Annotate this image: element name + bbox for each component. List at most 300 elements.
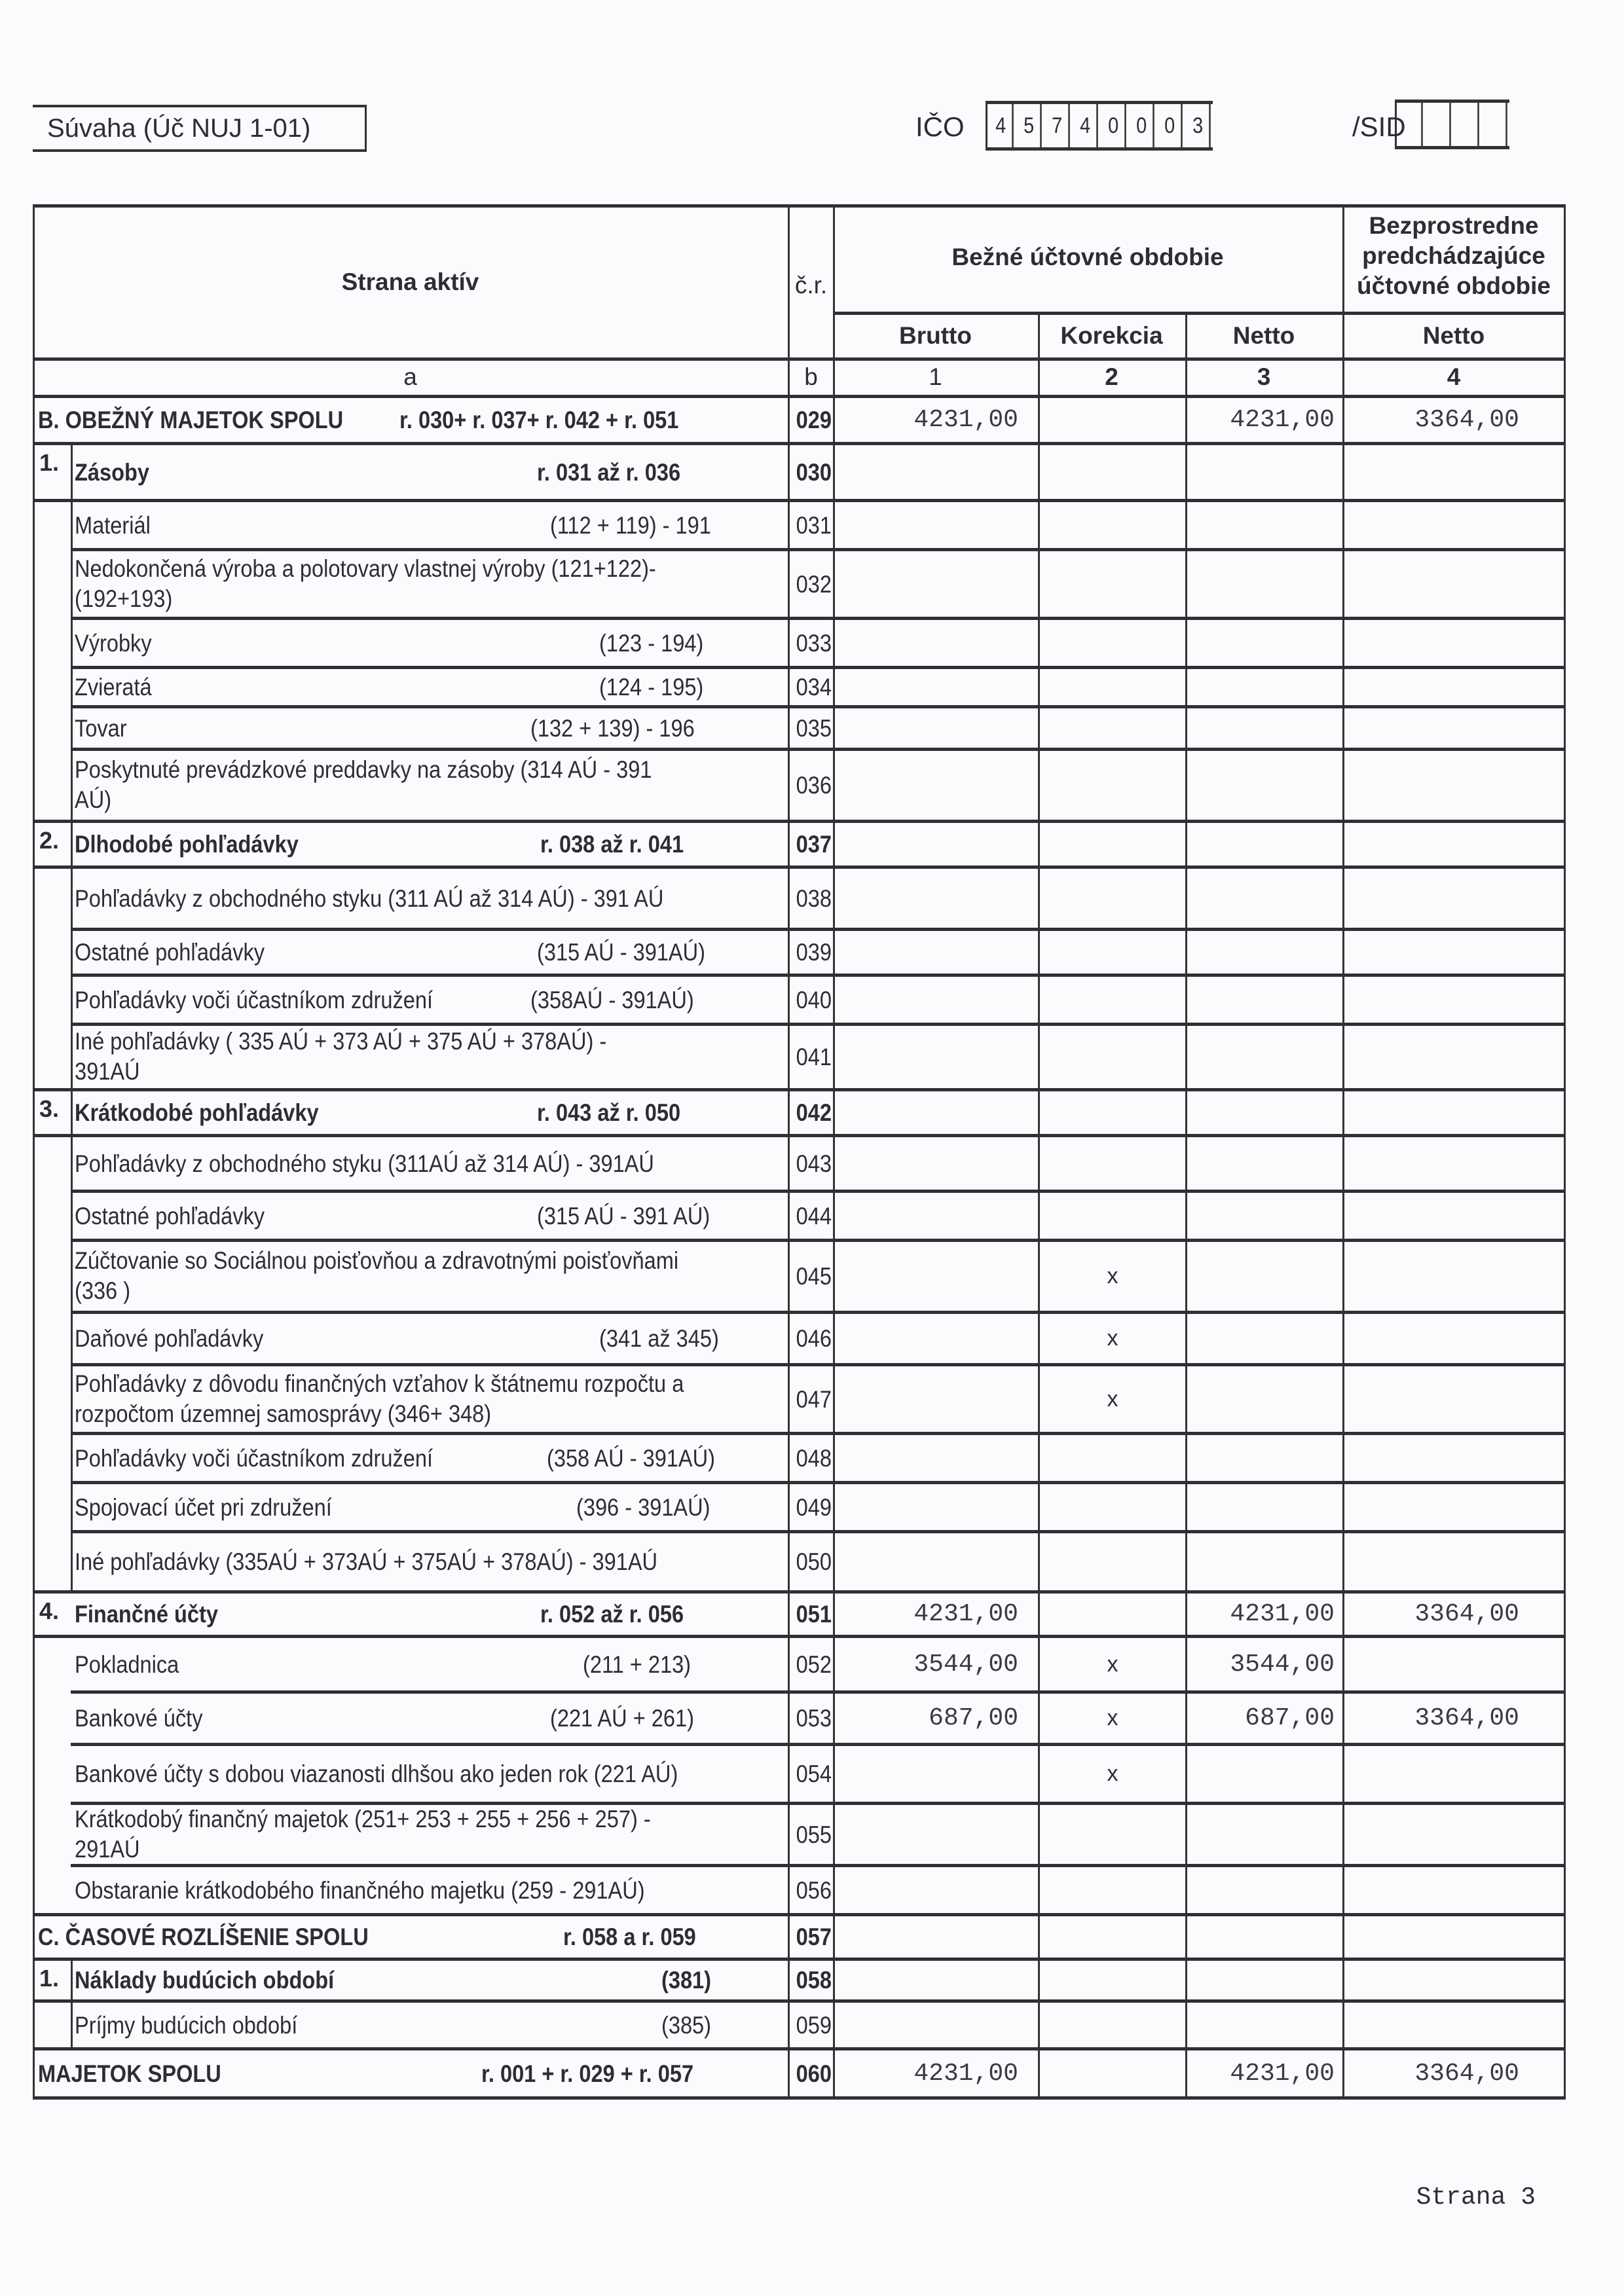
netto-previous-cell[interactable] bbox=[1344, 2049, 1565, 2096]
row-label: Poskytnuté prevádzkové preddavky na zásoby (314 AÚ - 391 bbox=[75, 756, 652, 783]
table-row bbox=[0, 2001, 1624, 2049]
korekcia-cell[interactable] bbox=[1040, 2049, 1185, 2096]
row-label-continued: rozpočtom územnej samosprávy (346+ 348) bbox=[75, 1400, 492, 1427]
korekcia-cell[interactable] bbox=[1040, 1804, 1185, 1864]
netto-previous-cell[interactable] bbox=[1344, 1745, 1565, 1802]
row-label: Zásoby bbox=[75, 458, 150, 486]
cell-value: 4231,00 bbox=[913, 2059, 1018, 2088]
netto-cell[interactable] bbox=[1187, 1637, 1342, 1690]
sid-digit bbox=[1455, 103, 1479, 146]
index-a: a bbox=[403, 363, 417, 390]
korekcia-cell[interactable] bbox=[1040, 1483, 1185, 1530]
korekcia-cell[interactable] bbox=[1040, 1866, 1185, 1913]
netto-cell[interactable] bbox=[1187, 501, 1342, 548]
table-row bbox=[0, 1745, 1624, 1804]
netto-cell[interactable] bbox=[1187, 975, 1342, 1023]
table-row bbox=[0, 1241, 1624, 1313]
korekcia-cell[interactable] bbox=[1040, 1136, 1185, 1190]
brutto-cell[interactable] bbox=[835, 396, 1038, 442]
row-label: Pohľadávky z obchodného styku (311AÚ až 314 AÚ) - 391AÚ bbox=[75, 1150, 654, 1177]
row-code: 042 bbox=[796, 1099, 832, 1126]
header-netto: Netto bbox=[1232, 322, 1295, 349]
row-formula: (315 AÚ - 391AÚ) bbox=[537, 939, 705, 966]
index-3: 3 bbox=[1257, 363, 1271, 390]
brutto-cell[interactable] bbox=[835, 867, 1038, 928]
korekcia-cell[interactable] bbox=[1040, 1637, 1185, 1690]
row-label: Pohľadávky z obchodného styku (311 AÚ až 314 AÚ) - 391 AÚ bbox=[75, 884, 664, 912]
netto-previous-cell[interactable] bbox=[1344, 1483, 1565, 1530]
row-formula: (221 AÚ + 261) bbox=[550, 1705, 694, 1732]
table-row bbox=[0, 1532, 1624, 1592]
index-2: 2 bbox=[1105, 363, 1118, 390]
table-row bbox=[0, 1592, 1624, 1637]
netto-cell[interactable] bbox=[1187, 1592, 1342, 1635]
row-code: 050 bbox=[796, 1548, 832, 1575]
row-code: 031 bbox=[796, 511, 832, 539]
netto-previous-cell[interactable] bbox=[1344, 1090, 1565, 1134]
table-row bbox=[0, 501, 1624, 550]
korekcia-cell[interactable] bbox=[1040, 1365, 1185, 1432]
brutto-cell[interactable] bbox=[835, 1365, 1038, 1432]
header-brutto: Brutto bbox=[899, 322, 972, 349]
netto-previous-cell[interactable] bbox=[1344, 1637, 1565, 1690]
netto-cell[interactable] bbox=[1187, 396, 1342, 442]
brutto-cell[interactable] bbox=[835, 750, 1038, 820]
netto-cell[interactable] bbox=[1187, 550, 1342, 617]
table-row bbox=[0, 1192, 1624, 1241]
netto-previous-cell[interactable] bbox=[1344, 1192, 1565, 1239]
row-formula: r. 052 až r. 056 bbox=[540, 1601, 684, 1628]
table-row bbox=[0, 1483, 1624, 1532]
netto-previous-cell[interactable] bbox=[1344, 619, 1565, 666]
ico-digit: 3 bbox=[1187, 104, 1211, 147]
row-code: 045 bbox=[796, 1263, 832, 1290]
row-label-continued: (192+193) bbox=[75, 585, 173, 612]
table-row bbox=[0, 550, 1624, 619]
row-formula: (123 - 194) bbox=[599, 629, 704, 657]
table-row bbox=[0, 1866, 1624, 1915]
netto-cell[interactable] bbox=[1187, 444, 1342, 499]
sid-digit bbox=[1399, 103, 1423, 146]
table-row bbox=[0, 444, 1624, 501]
brutto-cell[interactable] bbox=[835, 822, 1038, 866]
table-row bbox=[0, 930, 1624, 975]
table-row bbox=[0, 619, 1624, 668]
ico-digit: 7 bbox=[1046, 104, 1070, 147]
cell-value: 687,00 bbox=[929, 1704, 1018, 1732]
brutto-cell[interactable] bbox=[835, 1025, 1038, 1088]
row-label: Finančné účty bbox=[75, 1601, 218, 1628]
row-label: Pohľadávky voči účastníkom združení bbox=[75, 1444, 434, 1472]
brutto-cell[interactable] bbox=[835, 1090, 1038, 1134]
header-previous-line2: predchádzajúce bbox=[1362, 242, 1545, 269]
korekcia-cell[interactable] bbox=[1040, 1692, 1185, 1743]
table-row bbox=[0, 1915, 1624, 1959]
korekcia-cell[interactable] bbox=[1040, 1313, 1185, 1363]
netto-previous-cell[interactable] bbox=[1344, 1804, 1565, 1864]
cell-value: 3544,00 bbox=[1230, 1650, 1335, 1679]
header-previous-line1: Bezprostredne bbox=[1369, 212, 1539, 239]
ico-digit: 4 bbox=[989, 104, 1014, 147]
row-formula: (341 až 345) bbox=[599, 1325, 719, 1352]
netto-cell[interactable] bbox=[1187, 2049, 1342, 2096]
not-applicable-mark: x bbox=[1107, 1705, 1118, 1730]
netto-previous-cell[interactable] bbox=[1344, 975, 1565, 1023]
brutto-cell[interactable] bbox=[835, 1313, 1038, 1363]
row-formula: (132 + 139) - 196 bbox=[530, 714, 695, 742]
cell-value: 4231,00 bbox=[1230, 2059, 1335, 2088]
header-previous-period bbox=[1342, 211, 1565, 301]
table-border bbox=[33, 357, 1565, 361]
row-formula: (211 + 213) bbox=[583, 1650, 692, 1678]
brutto-cell[interactable] bbox=[835, 930, 1038, 974]
row-code: 038 bbox=[796, 884, 832, 912]
netto-previous-cell[interactable] bbox=[1344, 1915, 1565, 1958]
brutto-cell[interactable] bbox=[835, 1866, 1038, 1913]
row-formula: (385) bbox=[661, 2011, 712, 2039]
row-code: 059 bbox=[796, 2011, 832, 2039]
row-label: Príjmy budúcich období bbox=[75, 2011, 298, 2039]
korekcia-cell[interactable] bbox=[1040, 1532, 1185, 1590]
netto-cell[interactable] bbox=[1187, 1866, 1342, 1913]
row-formula: (315 AÚ - 391 AÚ) bbox=[537, 1202, 710, 1230]
row-label: Materiál bbox=[75, 511, 151, 539]
netto-cell[interactable] bbox=[1187, 1365, 1342, 1432]
section-number: 2. bbox=[39, 827, 60, 854]
netto-cell[interactable] bbox=[1187, 1192, 1342, 1239]
korekcia-cell[interactable] bbox=[1040, 1745, 1185, 1802]
netto-previous-cell[interactable] bbox=[1344, 1434, 1565, 1481]
cell-value: 4231,00 bbox=[1230, 1600, 1335, 1628]
brutto-cell[interactable] bbox=[835, 1241, 1038, 1311]
header-current-period: Bežné účtovné obdobie bbox=[951, 244, 1224, 270]
brutto-cell[interactable] bbox=[835, 1692, 1038, 1743]
brutto-cell[interactable] bbox=[835, 444, 1038, 499]
table-row bbox=[0, 1804, 1624, 1866]
brutto-cell[interactable] bbox=[835, 1532, 1038, 1590]
row-label: Pohľadávky voči účastníkom združení bbox=[75, 986, 434, 1013]
netto-previous-cell[interactable] bbox=[1344, 396, 1565, 442]
korekcia-cell[interactable] bbox=[1040, 1090, 1185, 1134]
table-row bbox=[0, 1365, 1624, 1434]
sid-digit bbox=[1427, 103, 1451, 146]
row-code: 043 bbox=[796, 1150, 832, 1177]
netto-previous-cell[interactable] bbox=[1344, 1313, 1565, 1363]
brutto-cell[interactable] bbox=[835, 1136, 1038, 1190]
row-label: B. OBEŽNÝ MAJETOK SPOLU bbox=[38, 406, 344, 433]
row-code: 048 bbox=[796, 1444, 832, 1472]
row-label: C. ČASOVÉ ROZLÍŠENIE SPOLU bbox=[38, 1923, 369, 1950]
netto-previous-cell[interactable] bbox=[1344, 930, 1565, 974]
row-code: 056 bbox=[796, 1876, 832, 1904]
table-row bbox=[0, 975, 1624, 1025]
brutto-cell[interactable] bbox=[835, 1804, 1038, 1864]
table-row bbox=[0, 1025, 1624, 1090]
cell-value: 3364,00 bbox=[1414, 1600, 1519, 1628]
korekcia-cell[interactable] bbox=[1040, 975, 1185, 1023]
row-formula: (112 + 119) - 191 bbox=[550, 511, 711, 539]
row-label-continued: 391AÚ bbox=[75, 1058, 140, 1085]
netto-previous-cell[interactable] bbox=[1344, 1241, 1565, 1311]
korekcia-cell[interactable] bbox=[1040, 750, 1185, 820]
korekcia-cell[interactable] bbox=[1040, 1959, 1185, 1999]
korekcia-cell[interactable] bbox=[1040, 1192, 1185, 1239]
row-label: Iné pohľadávky (335AÚ + 373AÚ + 375AÚ + 378AÚ) - 391AÚ bbox=[75, 1548, 658, 1575]
table-row bbox=[0, 1959, 1624, 2001]
row-code: 035 bbox=[796, 714, 832, 742]
row-label: Zúčtovanie so Sociálnou poisťovňou a zdravotnými poisťovňami bbox=[75, 1247, 679, 1274]
table-row bbox=[0, 2049, 1624, 2098]
table-row bbox=[0, 750, 1624, 822]
row-formula: r. 031 až r. 036 bbox=[537, 458, 681, 486]
index-4: 4 bbox=[1447, 363, 1461, 390]
netto-cell[interactable] bbox=[1187, 1313, 1342, 1363]
row-code: 040 bbox=[796, 986, 832, 1013]
netto-previous-cell[interactable] bbox=[1344, 867, 1565, 928]
row-formula: r. 058 a r. 059 bbox=[563, 1923, 696, 1950]
brutto-cell[interactable] bbox=[835, 501, 1038, 548]
header-previous-line3: účtovné obdobie bbox=[1357, 272, 1551, 299]
row-label: Daňové pohľadávky bbox=[75, 1325, 264, 1352]
netto-previous-cell[interactable] bbox=[1344, 822, 1565, 866]
korekcia-cell[interactable] bbox=[1040, 930, 1185, 974]
netto-cell[interactable] bbox=[1187, 822, 1342, 866]
row-formula: (358 AÚ - 391AÚ) bbox=[547, 1444, 715, 1472]
row-label: Zvieratá bbox=[75, 674, 152, 701]
brutto-cell[interactable] bbox=[835, 1192, 1038, 1239]
row-code: 057 bbox=[796, 1923, 832, 1950]
korekcia-cell[interactable] bbox=[1040, 396, 1185, 442]
row-formula: (381) bbox=[661, 1967, 712, 1994]
korekcia-cell[interactable] bbox=[1040, 822, 1185, 866]
row-formula: r. 001 + r. 029 + r. 057 bbox=[481, 2060, 694, 2087]
brutto-cell[interactable] bbox=[835, 975, 1038, 1023]
form-title: Súvaha (Úč NUJ 1-01) bbox=[33, 105, 367, 152]
table-row bbox=[0, 1313, 1624, 1365]
row-code: 047 bbox=[796, 1385, 832, 1413]
row-code: 029 bbox=[796, 406, 832, 433]
index-1: 1 bbox=[929, 363, 942, 390]
row-label: Výrobky bbox=[75, 629, 152, 657]
netto-previous-cell[interactable] bbox=[1344, 444, 1565, 499]
sid-label: /SID bbox=[1352, 111, 1406, 142]
netto-cell[interactable] bbox=[1187, 1434, 1342, 1481]
row-label: MAJETOK SPOLU bbox=[38, 2060, 221, 2087]
brutto-cell[interactable] bbox=[835, 1592, 1038, 1635]
row-label: Náklady budúcich období bbox=[75, 1967, 335, 1994]
netto-cell[interactable] bbox=[1187, 930, 1342, 974]
header-netto-previous: Netto bbox=[1422, 322, 1485, 349]
netto-previous-cell[interactable] bbox=[1344, 750, 1565, 820]
netto-cell[interactable] bbox=[1187, 1483, 1342, 1530]
korekcia-cell[interactable] bbox=[1040, 1592, 1185, 1635]
row-label: Krátkodobý finančný majetok (251+ 253 + 255 + 256 + 257) - bbox=[75, 1805, 651, 1832]
brutto-cell[interactable] bbox=[835, 550, 1038, 617]
row-label-continued: AÚ) bbox=[75, 786, 112, 813]
row-label: Tovar bbox=[75, 714, 127, 742]
table-row bbox=[0, 867, 1624, 930]
table-row bbox=[0, 707, 1624, 750]
netto-cell[interactable] bbox=[1187, 1804, 1342, 1864]
netto-cell[interactable] bbox=[1187, 707, 1342, 748]
row-formula: r. 043 až r. 050 bbox=[537, 1099, 681, 1126]
row-label: Krátkodobé pohľadávky bbox=[75, 1099, 319, 1126]
not-applicable-mark: x bbox=[1107, 1651, 1118, 1677]
ico-field bbox=[986, 101, 1213, 151]
row-label: Pokladnica bbox=[75, 1650, 179, 1678]
korekcia-cell[interactable] bbox=[1040, 1434, 1185, 1481]
row-label: Bankové účty bbox=[75, 1705, 203, 1732]
table-row bbox=[0, 1090, 1624, 1136]
table-border bbox=[33, 204, 1565, 208]
netto-cell[interactable] bbox=[1187, 867, 1342, 928]
cell-value: 3364,00 bbox=[1414, 2059, 1519, 2088]
netto-cell[interactable] bbox=[1187, 1959, 1342, 1999]
netto-cell[interactable] bbox=[1187, 2001, 1342, 2047]
ico-digit: 0 bbox=[1158, 104, 1183, 147]
brutto-cell[interactable] bbox=[835, 707, 1038, 748]
row-formula: (358AÚ - 391AÚ) bbox=[530, 986, 694, 1013]
row-formula: (124 - 195) bbox=[599, 674, 704, 701]
row-code: 037 bbox=[796, 831, 832, 858]
not-applicable-mark: x bbox=[1107, 1386, 1118, 1412]
row-label: Pohľadávky z dôvodu finančných vzťahov k štátnemu rozpočtu a bbox=[75, 1370, 684, 1397]
netto-previous-cell[interactable] bbox=[1344, 1592, 1565, 1635]
netto-previous-cell[interactable] bbox=[1344, 1692, 1565, 1743]
brutto-cell[interactable] bbox=[835, 1637, 1038, 1690]
section-number: 3. bbox=[39, 1095, 60, 1122]
netto-previous-cell[interactable] bbox=[1344, 668, 1565, 705]
row-code: 046 bbox=[796, 1325, 832, 1352]
netto-previous-cell[interactable] bbox=[1344, 501, 1565, 548]
page-number: Strana 3 bbox=[1416, 2183, 1536, 2212]
section-number: 1. bbox=[39, 449, 60, 476]
netto-cell[interactable] bbox=[1187, 1745, 1342, 1802]
brutto-cell[interactable] bbox=[835, 1745, 1038, 1802]
korekcia-cell[interactable] bbox=[1040, 619, 1185, 666]
netto-cell[interactable] bbox=[1187, 1090, 1342, 1134]
ico-label: IČO bbox=[915, 111, 965, 142]
netto-previous-cell[interactable] bbox=[1344, 1959, 1565, 1999]
row-formula: r. 030+ r. 037+ r. 042 + r. 051 bbox=[399, 406, 679, 433]
row-code: 054 bbox=[796, 1760, 832, 1787]
row-label: Ostatné pohľadávky bbox=[75, 1202, 265, 1230]
netto-cell[interactable] bbox=[1187, 1136, 1342, 1190]
netto-previous-cell[interactable] bbox=[1344, 1866, 1565, 1913]
table-row bbox=[0, 822, 1624, 867]
netto-previous-cell[interactable] bbox=[1344, 1532, 1565, 1590]
not-applicable-mark: x bbox=[1107, 1264, 1118, 1288]
korekcia-cell[interactable] bbox=[1040, 444, 1185, 499]
netto-cell[interactable] bbox=[1187, 1692, 1342, 1743]
row-label: Ostatné pohľadávky bbox=[75, 939, 265, 966]
netto-previous-cell[interactable] bbox=[1344, 1136, 1565, 1190]
table-row bbox=[0, 396, 1624, 444]
cell-value: 3544,00 bbox=[913, 1650, 1018, 1679]
table-row bbox=[0, 1434, 1624, 1483]
row-divider bbox=[33, 2096, 1565, 2100]
cell-value: 687,00 bbox=[1245, 1704, 1335, 1732]
ico-digit: 5 bbox=[1018, 104, 1042, 147]
netto-previous-cell[interactable] bbox=[1344, 1025, 1565, 1088]
table-row bbox=[0, 1692, 1624, 1745]
netto-cell[interactable] bbox=[1187, 1532, 1342, 1590]
not-applicable-mark: x bbox=[1107, 1326, 1118, 1351]
ico-digit: 4 bbox=[1074, 104, 1098, 147]
row-label: Spojovací účet pri združení bbox=[75, 1493, 332, 1521]
netto-cell[interactable] bbox=[1187, 619, 1342, 666]
sid-digit bbox=[1483, 103, 1507, 146]
brutto-cell[interactable] bbox=[835, 619, 1038, 666]
brutto-cell[interactable] bbox=[835, 1959, 1038, 1999]
row-label: Bankové účty s dobou viazanosti dlhšou ako jeden rok (221 AÚ) bbox=[75, 1760, 678, 1787]
row-label-continued: (336 ) bbox=[75, 1277, 131, 1304]
netto-previous-cell[interactable] bbox=[1344, 2001, 1565, 2047]
row-code: 041 bbox=[796, 1044, 832, 1070]
index-b: b bbox=[804, 363, 818, 390]
brutto-cell[interactable] bbox=[835, 1915, 1038, 1958]
brutto-cell[interactable] bbox=[835, 2049, 1038, 2096]
row-formula: (396 - 391AÚ) bbox=[576, 1493, 710, 1521]
brutto-cell[interactable] bbox=[835, 668, 1038, 705]
brutto-cell[interactable] bbox=[835, 1483, 1038, 1530]
korekcia-cell[interactable] bbox=[1040, 550, 1185, 617]
korekcia-cell[interactable] bbox=[1040, 707, 1185, 748]
netto-cell[interactable] bbox=[1187, 1915, 1342, 1958]
row-label: Dlhodobé pohľadávky bbox=[75, 831, 299, 858]
header-strana-aktiv: Strana aktív bbox=[341, 268, 479, 295]
korekcia-cell[interactable] bbox=[1040, 2001, 1185, 2047]
netto-cell[interactable] bbox=[1187, 668, 1342, 705]
header-cr: č.r. bbox=[794, 272, 828, 299]
row-code: 053 bbox=[796, 1705, 832, 1732]
row-formula: r. 038 až r. 041 bbox=[540, 831, 684, 858]
row-label: Obstaranie krátkodobého finančného majetku (259 - 291AÚ) bbox=[75, 1876, 645, 1904]
netto-previous-cell[interactable] bbox=[1344, 550, 1565, 617]
row-code: 034 bbox=[796, 674, 832, 701]
row-code: 055 bbox=[796, 1821, 832, 1848]
cell-value: 4231,00 bbox=[913, 405, 1018, 434]
netto-previous-cell[interactable] bbox=[1344, 707, 1565, 748]
table-row bbox=[0, 1637, 1624, 1692]
brutto-cell[interactable] bbox=[835, 1434, 1038, 1481]
row-code: 051 bbox=[796, 1601, 832, 1628]
korekcia-cell[interactable] bbox=[1040, 867, 1185, 928]
netto-cell[interactable] bbox=[1187, 1241, 1342, 1311]
row-label: Nedokončená výroba a polotovary vlastnej výroby (121+122)- bbox=[75, 555, 656, 582]
netto-cell[interactable] bbox=[1187, 750, 1342, 820]
row-code: 044 bbox=[796, 1202, 832, 1230]
korekcia-cell[interactable] bbox=[1040, 668, 1185, 705]
row-code: 060 bbox=[796, 2060, 832, 2087]
netto-cell[interactable] bbox=[1187, 1025, 1342, 1088]
cell-value: 4231,00 bbox=[913, 1600, 1018, 1628]
netto-previous-cell[interactable] bbox=[1344, 1365, 1565, 1432]
cell-value: 3364,00 bbox=[1414, 1704, 1519, 1732]
cell-value: 4231,00 bbox=[1230, 405, 1335, 434]
row-code: 039 bbox=[796, 939, 832, 966]
row-code: 052 bbox=[796, 1650, 832, 1678]
korekcia-cell[interactable] bbox=[1040, 501, 1185, 548]
korekcia-cell[interactable] bbox=[1040, 1241, 1185, 1311]
korekcia-cell[interactable] bbox=[1040, 1025, 1185, 1088]
row-label-continued: 291AÚ bbox=[75, 1835, 140, 1863]
row-code: 036 bbox=[796, 772, 832, 799]
table-border bbox=[833, 312, 1565, 315]
brutto-cell[interactable] bbox=[835, 2001, 1038, 2047]
korekcia-cell[interactable] bbox=[1040, 1915, 1185, 1958]
table-row bbox=[0, 1136, 1624, 1192]
